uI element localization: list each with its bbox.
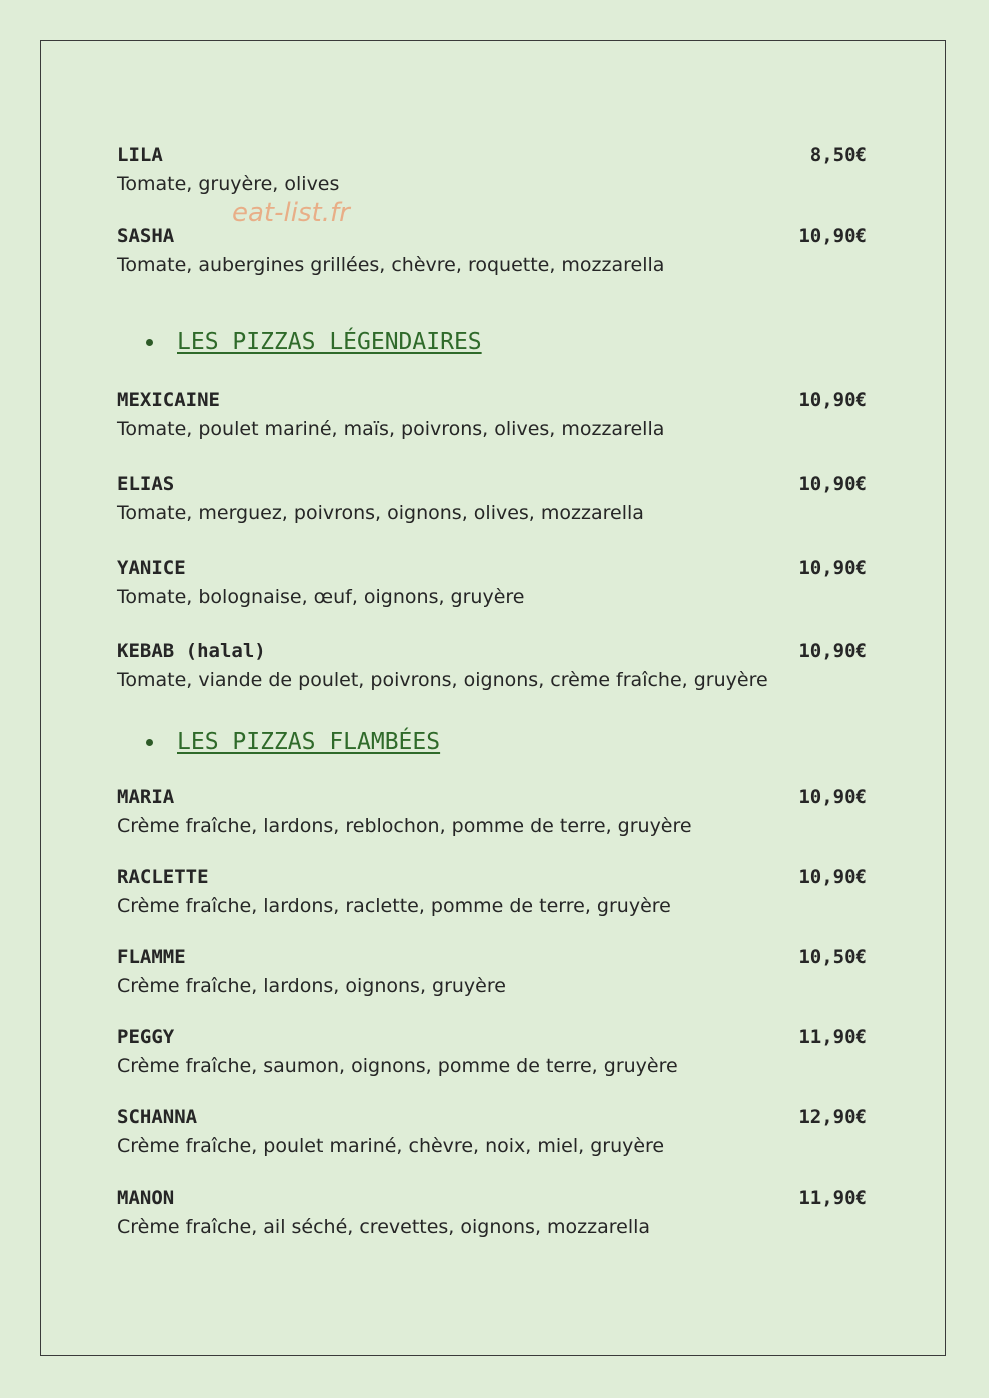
- menu-item-sasha: [117, 225, 867, 276]
- section-title: LES PIZZAS FLAMBÉES: [177, 729, 441, 755]
- menu-item-lila: [117, 144, 867, 195]
- item-name: MEXICAINE: [117, 389, 220, 411]
- menu-item-schanna: [117, 1106, 867, 1157]
- item-description: Crème fraîche, lardons, oignons, gruyère: [117, 975, 506, 997]
- menu-item-flamme: [117, 946, 867, 997]
- menu-item-manon: [117, 1187, 867, 1238]
- menu-item-yanice: [117, 557, 867, 608]
- item-name: FLAMME: [117, 946, 186, 968]
- menu-item-mexicaine: [117, 389, 867, 440]
- item-description: Crème fraîche, poulet mariné, chèvre, noix, miel, gruyère: [117, 1135, 665, 1157]
- item-description: Tomate, aubergines grillées, chèvre, roquette, mozzarella: [117, 254, 665, 276]
- item-price: 8,50€: [809, 144, 867, 166]
- menu-item-elias: [117, 473, 867, 524]
- item-description: Tomate, bolognaise, œuf, oignons, gruyère: [117, 586, 525, 608]
- item-description: Tomate, merguez, poivrons, oignons, olives, mozzarella: [117, 502, 644, 524]
- item-name: SCHANNA: [117, 1106, 198, 1128]
- menu-item-peggy: [117, 1026, 867, 1077]
- item-price: 10,90€: [798, 389, 867, 411]
- item-price: 10,90€: [798, 557, 867, 579]
- item-description: Crème fraîche, lardons, reblochon, pomme de terre, gruyère: [117, 815, 692, 837]
- item-name: PEGGY: [117, 1026, 175, 1048]
- item-price: 10,90€: [798, 786, 867, 808]
- item-price: 10,50€: [798, 946, 867, 968]
- section-heading-flambees: [146, 728, 440, 756]
- item-price: 10,90€: [798, 473, 867, 495]
- bullet-icon: [146, 339, 153, 346]
- item-name: KEBAB (halal): [117, 640, 266, 662]
- item-price: 10,90€: [798, 225, 867, 247]
- section-title: LES PIZZAS LÉGENDAIRES: [177, 329, 482, 355]
- item-description: Tomate, viande de poulet, poivrons, oignons, crème fraîche, gruyère: [117, 669, 768, 691]
- item-price: 11,90€: [798, 1187, 867, 1209]
- bullet-icon: [146, 739, 153, 746]
- item-name: ELIAS: [117, 473, 175, 495]
- item-description: Crème fraîche, lardons, raclette, pomme de terre, gruyère: [117, 895, 671, 917]
- item-price: 11,90€: [798, 1026, 867, 1048]
- menu-item-maria: [117, 786, 867, 837]
- item-price: 10,90€: [798, 866, 867, 888]
- item-name: MANON: [117, 1187, 175, 1209]
- item-name: RACLETTE: [117, 866, 209, 888]
- section-heading-legendaires: [146, 328, 482, 356]
- item-description: Crème fraîche, saumon, oignons, pomme de terre, gruyère: [117, 1055, 678, 1077]
- item-name: MARIA: [117, 786, 175, 808]
- item-price: 10,90€: [798, 640, 867, 662]
- item-name: SASHA: [117, 225, 175, 247]
- menu-item-raclette: [117, 866, 867, 917]
- menu-item-kebab: [117, 640, 867, 691]
- item-name: YANICE: [117, 557, 186, 579]
- item-price: 12,90€: [798, 1106, 867, 1128]
- item-description: Crème fraîche, ail séché, crevettes, oignons, mozzarella: [117, 1216, 651, 1238]
- item-name: LILA: [117, 144, 163, 166]
- item-description: Tomate, poulet mariné, maïs, poivrons, olives, mozzarella: [117, 418, 665, 440]
- item-description: Tomate, gruyère, olives: [117, 173, 340, 195]
- watermark: eat-list.fr: [232, 198, 350, 228]
